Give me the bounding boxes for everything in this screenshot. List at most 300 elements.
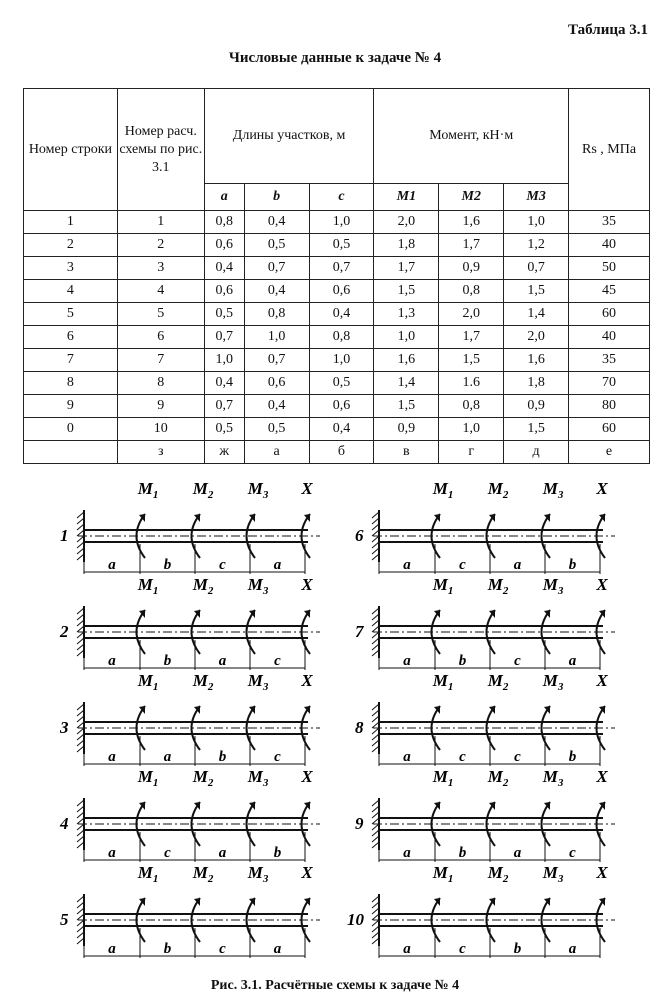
wall-hatch: [77, 914, 84, 920]
scheme-figures: [0, 476, 670, 976]
moment-label: $M_3$: [247, 767, 269, 789]
segment-label: c: [514, 653, 521, 669]
moment-label: X: [596, 863, 608, 882]
wall-hatch: [77, 734, 84, 740]
segment-label: c: [164, 845, 171, 861]
scheme-number: 3: [60, 718, 69, 737]
scheme-4: [59, 767, 320, 862]
table-cell: в: [374, 441, 439, 464]
segment-label: a: [568, 653, 577, 669]
table-cell: 1,6: [374, 349, 439, 372]
wall-hatch: [77, 650, 84, 656]
wall-hatch: [372, 920, 379, 926]
moment-label: $M_2$: [487, 767, 509, 789]
header-lengths: Длины участков, м: [204, 89, 374, 184]
wall-hatch: [372, 608, 379, 614]
moment-label: X: [596, 575, 608, 594]
segment-label: b: [218, 749, 227, 765]
segment-label: c: [514, 749, 521, 765]
header-c: c: [309, 184, 374, 211]
table-cell: 8: [24, 372, 118, 395]
table-cell: 50: [569, 257, 650, 280]
wall-hatch: [77, 530, 84, 536]
table-cell: з: [117, 441, 204, 464]
segment-label: b: [163, 557, 172, 573]
table-cell: 1,0: [374, 326, 439, 349]
scheme-9: [355, 767, 615, 862]
wall-hatch: [372, 926, 379, 932]
segment-label: b: [273, 845, 282, 861]
scheme-3: [59, 671, 320, 766]
scheme-number: 1: [60, 526, 69, 545]
moment-label: X: [596, 479, 608, 498]
moment-label: $M_3$: [247, 863, 269, 885]
table-cell: 0,6: [309, 280, 374, 303]
moment-label: $M_1$: [137, 575, 159, 597]
table-cell: 8: [117, 372, 204, 395]
moment-label: $M_2$: [487, 479, 509, 501]
segment-label: b: [458, 653, 467, 669]
table-cell: 0,4: [204, 257, 244, 280]
table-cell: 0,8: [439, 395, 504, 418]
segment-label: a: [513, 557, 522, 573]
table-cell: 9: [24, 395, 118, 418]
table-row: [24, 211, 650, 234]
scheme-5: [60, 863, 320, 958]
table-row: [24, 280, 650, 303]
segment-label: b: [568, 749, 577, 765]
table-cell: 0,4: [244, 395, 309, 418]
table-cell: 1,0: [439, 418, 504, 441]
wall-hatch: [77, 842, 84, 848]
scheme-number: 6: [355, 526, 364, 545]
table-cell: 7: [24, 349, 118, 372]
table-row: [24, 372, 650, 395]
scheme-number: 5: [60, 910, 69, 929]
table-cell: 1,3: [374, 303, 439, 326]
table-cell: 0,8: [439, 280, 504, 303]
wall-hatch: [372, 818, 379, 824]
segment-label: b: [568, 557, 577, 573]
table-cell: 0,7: [204, 395, 244, 418]
table-row: [24, 234, 650, 257]
wall-hatch: [77, 926, 84, 932]
table-cell: 1,0: [309, 349, 374, 372]
wall-hatch: [372, 806, 379, 812]
moment-label: $M_3$: [247, 671, 269, 693]
scheme-number: 2: [60, 622, 69, 641]
table-row: [24, 303, 650, 326]
table-cell: 1,7: [439, 234, 504, 257]
moment-label: $M_1$: [137, 767, 159, 789]
table-cell: 1,4: [504, 303, 569, 326]
segment-label: a: [108, 749, 116, 765]
table-cell: 0,4: [204, 372, 244, 395]
wall-hatch: [372, 830, 379, 836]
table-cell: [24, 441, 118, 464]
table-cell: 5: [24, 303, 118, 326]
table-cell: 1,4: [374, 372, 439, 395]
wall-hatch: [77, 716, 84, 722]
wall-hatch: [372, 746, 379, 752]
table-cell: 1: [24, 211, 118, 234]
table-cell: 1,5: [374, 395, 439, 418]
wall-hatch: [77, 710, 84, 716]
table-cell: 0,6: [204, 280, 244, 303]
table-cell: 1,7: [439, 326, 504, 349]
data-table: [23, 88, 650, 464]
wall-hatch: [77, 644, 84, 650]
header-m1: M1: [374, 184, 439, 211]
scheme-number: 7: [355, 622, 364, 641]
table-cell: 70: [569, 372, 650, 395]
segment-label: a: [108, 557, 116, 573]
wall-hatch: [372, 914, 379, 920]
segment-label: b: [458, 845, 467, 861]
scheme-10: [347, 863, 615, 958]
header-moment: Момент, кН·м: [374, 89, 569, 184]
wall-hatch: [372, 734, 379, 740]
wall-hatch: [77, 800, 84, 806]
table-cell: 0,6: [204, 234, 244, 257]
table-cell: б: [309, 441, 374, 464]
table-cell: 0,5: [204, 303, 244, 326]
moment-label: $M_2$: [487, 671, 509, 693]
header-m3: M3: [504, 184, 569, 211]
moment-label: X: [301, 863, 313, 882]
wall-hatch: [372, 704, 379, 710]
table-cell: 1,0: [504, 211, 569, 234]
wall-hatch: [372, 530, 379, 536]
wall-hatch: [77, 938, 84, 944]
scheme-8: [355, 671, 615, 766]
table-cell: 0,4: [309, 303, 374, 326]
table-row: [24, 418, 650, 441]
table-cell: 60: [569, 418, 650, 441]
segment-label: a: [403, 749, 411, 765]
header-b: b: [244, 184, 309, 211]
wall-hatch: [77, 932, 84, 938]
wall-hatch: [77, 902, 84, 908]
moment-label: $M_3$: [542, 671, 564, 693]
table-cell: 0,9: [504, 395, 569, 418]
scheme-2: [59, 575, 320, 670]
table-cell: 1,2: [504, 234, 569, 257]
wall-hatch: [372, 740, 379, 746]
segment-label: c: [459, 941, 466, 957]
segment-label: a: [403, 941, 411, 957]
table-cell: 2,0: [439, 303, 504, 326]
table-cell: 2,0: [504, 326, 569, 349]
table-cell: 0,4: [309, 418, 374, 441]
table-cell: 10: [117, 418, 204, 441]
wall-hatch: [77, 626, 84, 632]
wall-hatch: [77, 812, 84, 818]
segment-label: b: [513, 941, 522, 957]
table-cell: 0,7: [244, 349, 309, 372]
wall-hatch: [77, 518, 84, 524]
wall-hatch: [372, 512, 379, 518]
table-cell: 0,4: [244, 280, 309, 303]
segment-label: a: [513, 845, 522, 861]
table-title: Числовые данные к задаче № 4: [228, 50, 442, 66]
wall-hatch: [77, 512, 84, 518]
segment-label: a: [273, 941, 282, 957]
table-cell: 80: [569, 395, 650, 418]
moment-label: $M_2$: [192, 767, 214, 789]
scheme-number: 8: [355, 718, 364, 737]
moment-label: $M_3$: [247, 479, 269, 501]
table-cell: 1.6: [439, 372, 504, 395]
segment-label: c: [459, 749, 466, 765]
scheme-6: [355, 479, 615, 574]
wall-hatch: [77, 746, 84, 752]
header-row-number: Номер строки: [24, 89, 118, 211]
table-cell: 7: [117, 349, 204, 372]
scheme-number: 4: [60, 814, 69, 833]
wall-hatch: [372, 728, 379, 734]
wall-hatch: [77, 524, 84, 530]
wall-hatch: [77, 542, 84, 548]
wall-hatch: [77, 632, 84, 638]
table-cell: 4: [117, 280, 204, 303]
table-cell: 0,7: [204, 326, 244, 349]
wall-hatch: [77, 722, 84, 728]
segment-label: a: [218, 845, 227, 861]
wall-hatch: [372, 614, 379, 620]
table-cell: 0,5: [204, 418, 244, 441]
moment-label: $M_1$: [432, 479, 454, 501]
wall-hatch: [372, 644, 379, 650]
table-cell: 1,0: [309, 211, 374, 234]
segment-label: c: [274, 749, 281, 765]
wall-hatch: [372, 632, 379, 638]
scheme-number: 10: [347, 910, 364, 929]
moment-label: $M_1$: [432, 575, 454, 597]
wall-hatch: [372, 896, 379, 902]
table-cell: ж: [204, 441, 244, 464]
wall-hatch: [77, 608, 84, 614]
table-cell: 1,5: [504, 280, 569, 303]
table-cell: 0,7: [504, 257, 569, 280]
table-cell: 1,0: [244, 326, 309, 349]
segment-label: a: [273, 557, 282, 573]
wall-hatch: [77, 536, 84, 542]
moment-label: X: [301, 575, 313, 594]
segment-label: c: [219, 941, 226, 957]
moment-label: $M_2$: [192, 671, 214, 693]
wall-hatch: [372, 938, 379, 944]
wall-hatch: [372, 638, 379, 644]
wall-hatch: [77, 818, 84, 824]
wall-hatch: [372, 902, 379, 908]
wall-hatch: [77, 554, 84, 560]
table-cell: 45: [569, 280, 650, 303]
table-cell: 3: [117, 257, 204, 280]
wall-hatch: [372, 842, 379, 848]
table-cell: 35: [569, 349, 650, 372]
wall-hatch: [372, 524, 379, 530]
table-cell: 0,5: [244, 234, 309, 257]
wall-hatch: [77, 548, 84, 554]
wall-hatch: [77, 620, 84, 626]
table-cell: е: [569, 441, 650, 464]
segment-label: a: [163, 749, 172, 765]
table-cell: 6: [24, 326, 118, 349]
moment-label: $M_2$: [192, 575, 214, 597]
wall-hatch: [77, 638, 84, 644]
table-cell: 5: [117, 303, 204, 326]
table-cell: 0,6: [309, 395, 374, 418]
table-cell: 0,6: [244, 372, 309, 395]
table-cell: 1,5: [439, 349, 504, 372]
segment-label: c: [274, 653, 281, 669]
wall-hatch: [77, 740, 84, 746]
segment-label: b: [163, 653, 172, 669]
figure-caption: Рис. 3.1. Расчётные схемы к задаче № 4: [210, 978, 460, 993]
table-cell: 1,8: [374, 234, 439, 257]
moment-label: X: [596, 671, 608, 690]
table-cell: 0,8: [244, 303, 309, 326]
table-cell: 4: [24, 280, 118, 303]
segment-label: a: [108, 845, 116, 861]
moment-label: $M_1$: [137, 671, 159, 693]
moment-label: X: [301, 671, 313, 690]
moment-label: X: [301, 479, 313, 498]
scheme-1: [60, 479, 320, 574]
wall-hatch: [77, 704, 84, 710]
scheme-7: [355, 575, 615, 670]
table-cell: 1,5: [374, 280, 439, 303]
table-row: [24, 326, 650, 349]
moment-label: $M_3$: [542, 575, 564, 597]
moment-label: $M_2$: [487, 863, 509, 885]
moment-label: $M_1$: [137, 863, 159, 885]
table-label: Таблица 3.1: [568, 22, 648, 38]
table-row: [24, 395, 650, 418]
wall-hatch: [372, 542, 379, 548]
table-row: [24, 441, 650, 464]
table-cell: г: [439, 441, 504, 464]
table-cell: 40: [569, 234, 650, 257]
wall-hatch: [372, 620, 379, 626]
wall-hatch: [372, 650, 379, 656]
wall-hatch: [372, 554, 379, 560]
wall-hatch: [77, 614, 84, 620]
segment-label: a: [108, 941, 116, 957]
table-cell: 35: [569, 211, 650, 234]
segment-label: a: [108, 653, 116, 669]
table-cell: 0,7: [244, 257, 309, 280]
table-cell: 0,5: [309, 234, 374, 257]
segment-label: c: [219, 557, 226, 573]
table-row: [24, 257, 650, 280]
segment-label: b: [163, 941, 172, 957]
moment-label: $M_3$: [247, 575, 269, 597]
wall-hatch: [372, 908, 379, 914]
table-cell: 1,5: [504, 418, 569, 441]
wall-hatch: [372, 518, 379, 524]
wall-hatch: [372, 548, 379, 554]
wall-hatch: [77, 896, 84, 902]
moment-label: $M_3$: [542, 863, 564, 885]
table-cell: 0,5: [244, 418, 309, 441]
table-cell: 1,0: [204, 349, 244, 372]
table-cell: 2: [117, 234, 204, 257]
wall-hatch: [372, 824, 379, 830]
table-cell: 1,6: [504, 349, 569, 372]
segment-label: c: [459, 557, 466, 573]
moment-label: $M_2$: [192, 863, 214, 885]
segment-label: a: [403, 557, 411, 573]
table-cell: 1: [117, 211, 204, 234]
table-cell: 0,8: [204, 211, 244, 234]
wall-hatch: [372, 626, 379, 632]
moment-label: $M_1$: [432, 671, 454, 693]
table-cell: 60: [569, 303, 650, 326]
wall-hatch: [77, 824, 84, 830]
table-cell: 2,0: [374, 211, 439, 234]
table-cell: 0,7: [309, 257, 374, 280]
table-cell: 0,8: [309, 326, 374, 349]
table-cell: 2: [24, 234, 118, 257]
table-cell: 0,4: [244, 211, 309, 234]
moment-label: $M_1$: [432, 767, 454, 789]
scheme-number: 9: [355, 814, 364, 833]
table-cell: 1,6: [439, 211, 504, 234]
table-cell: 9: [117, 395, 204, 418]
moment-label: $M_1$: [137, 479, 159, 501]
table-row: [24, 349, 650, 372]
segment-label: a: [218, 653, 227, 669]
table-cell: 6: [117, 326, 204, 349]
wall-hatch: [77, 920, 84, 926]
wall-hatch: [372, 722, 379, 728]
table-cell: 0,5: [309, 372, 374, 395]
wall-hatch: [77, 830, 84, 836]
moment-label: X: [301, 767, 313, 786]
moment-label: X: [596, 767, 608, 786]
moment-label: $M_1$: [432, 863, 454, 885]
wall-hatch: [372, 710, 379, 716]
wall-hatch: [372, 932, 379, 938]
segment-label: c: [569, 845, 576, 861]
table-cell: 1,7: [374, 257, 439, 280]
wall-hatch: [372, 812, 379, 818]
table-cell: а: [244, 441, 309, 464]
header-a: a: [204, 184, 244, 211]
moment-label: $M_3$: [542, 767, 564, 789]
table-cell: 3: [24, 257, 118, 280]
segment-label: a: [568, 941, 577, 957]
table-cell: 0: [24, 418, 118, 441]
table-cell: д: [504, 441, 569, 464]
wall-hatch: [372, 716, 379, 722]
wall-hatch: [77, 728, 84, 734]
header-m2: M2: [439, 184, 504, 211]
header-rs: Rs , МПа: [569, 89, 650, 211]
wall-hatch: [77, 806, 84, 812]
moment-label: $M_2$: [487, 575, 509, 597]
wall-hatch: [372, 800, 379, 806]
header-scheme-number: Номер расч. схемы по рис. 3.1: [117, 89, 204, 211]
table-cell: 0,9: [374, 418, 439, 441]
wall-hatch: [372, 836, 379, 842]
table-cell: 0,9: [439, 257, 504, 280]
wall-hatch: [77, 908, 84, 914]
wall-hatch: [77, 836, 84, 842]
segment-label: a: [403, 653, 411, 669]
